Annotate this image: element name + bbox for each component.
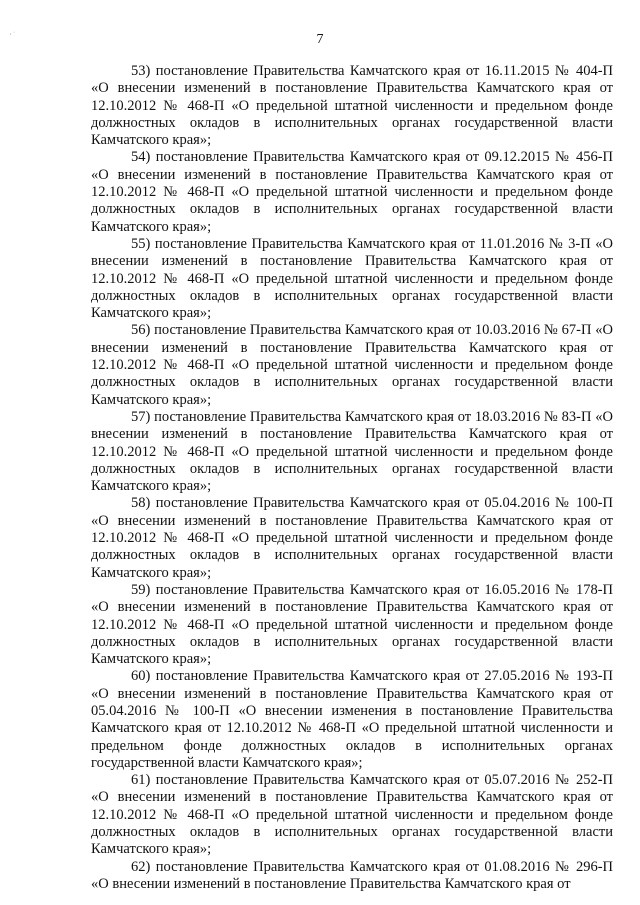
list-item: 59) постановление Правительства Камчатского края от 16.05.2016 № 178-П «О внесении изменений в постановление Правительства Камчатского края от 12.10.2012 № 468-П «О предельной штатной численности и предельном фонде должностных окладов в исполнительных органах государственной власти Камчатского края»; [91, 581, 613, 668]
list-item: 57) постановление Правительства Камчатского края от 18.03.2016 № 83-П «О внесении изменений в постановление Правительства Камчатского края от 12.10.2012 № 468-П «О предельной штатной численности и предельном фонде должностных окладов в исполнительных органах государственной власти Камчатского края»; [91, 408, 613, 495]
list-item: 62) постановление Правительства Камчатского края от 01.08.2016 № 296-П «О внесении изменений в постановление Правительства Камчатского края от [91, 858, 613, 892]
page-number: 7 [316, 32, 324, 47]
list-item: 54) постановление Правительства Камчатского края от 09.12.2015 № 456-П «О внесении изменений в постановление Правительства Камчатского края от 12.10.2012 № 468-П «О предельной штатной численности и предельном фонде должностных окладов в исполнительных органах государственной власти Камчатского края»; [91, 149, 613, 235]
list-item: 53) постановление Правительства Камчатского края от 16.11.2015 № 404-П «О внесении изменений в постановление Правительства Камчатского края от 12.10.2012 № 468-П «О предельной штатной численности и предельном фонде должностных окладов в исполнительных органах государственной власти Камчатского края»; [91, 63, 613, 149]
list-item: 56) постановление Правительства Камчатского края от 10.03.2016 № 67-П «О внесении изменений в постановление Правительства Камчатского края от 12.10.2012 № 468-П «О предельной штатной численности и предельном фонде должностных окладов в исполнительных органах государственной власти Камчатского края»; [91, 322, 613, 408]
document-body [91, 63, 613, 893]
list-item: 58) постановление Правительства Камчатского края от 05.04.2016 № 100-П «О внесении изменений в постановление Правительства Камчатского края от 12.10.2012 № 468-П «О предельной штатной численности и предельном фонде должностных окладов в исполнительных органах государственной власти Камчатского края»; [91, 495, 613, 581]
list-item: 55) постановление Правительства Камчатского края от 11.01.2016 № 3-П «О внесении изменений в постановление Правительства Камчатского края от 12.10.2012 № 468-П «О предельной штатной численности и предельном фонде должностных окладов в исполнительных органах государственной власти Камчатского края»; [91, 235, 613, 322]
scan-corner-mark: , · [10, 30, 15, 36]
list-item: 61) постановление Правительства Камчатского края от 05.07.2016 № 252-П «О внесении изменений в постановление Правительства Камчатского края от 12.10.2012 № 468-П «О предельной штатной численности и предельном фонде должностных окладов в исполнительных органах государственной власти Камчатского края»; [91, 772, 613, 858]
list-item: 60) постановление Правительства Камчатского края от 27.05.2016 № 193-П «О внесении изменений в постановление Правительства Камчатского края от 05.04.2016 № 100-П «О внесении изменения в постановление Правительства Камчатского края от 12.10.2012 № 468-П «О предельной штатной численности и предельном фонде должностных окладов в исполнительных органах государственной власти Камчатского края»; [91, 668, 613, 771]
